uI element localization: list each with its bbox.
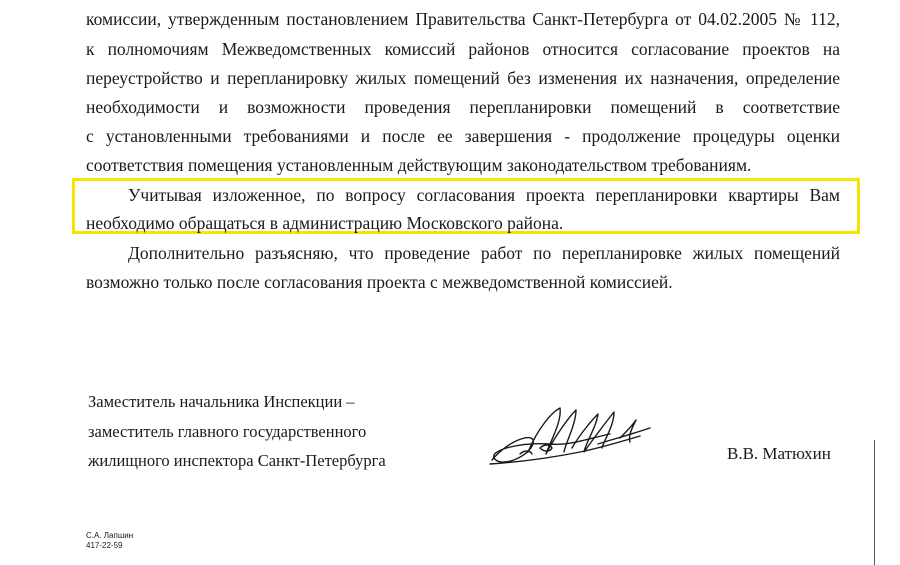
- paragraph-1-line-5: с установленными требованиями и после ее завершения - продолжение процедуры оценки: [86, 126, 840, 146]
- paragraph-3-line-2: возможно только после согласования проекта с межведомственной комиссией.: [86, 272, 673, 292]
- scan-edge-line: [874, 440, 875, 565]
- executor-name: С.А. Лапшин: [86, 531, 134, 540]
- paragraph-3-line-1: Дополнительно разъясняю, что проведение работ по перепланировке жилых помещений: [128, 243, 840, 263]
- paragraph-1-line-2: к полномочиям Межведомственных комиссий районов относится согласование проектов на: [86, 39, 840, 59]
- paragraph-1-line-4: необходимости и возможности проведения перепланировки помещений в соответствие: [86, 97, 840, 117]
- handwritten-signature: [480, 398, 660, 478]
- paragraph-1-line-6: соответствия помещения установленным действующим законодательством требованиям.: [86, 155, 752, 175]
- paragraph-2-line-1: Учитывая изложенное, по вопросу согласования проекта перепланировки квартиры Вам: [128, 185, 840, 205]
- paragraph-1-line-3: переустройство и перепланировку жилых помещений без изменения их назначения, определение: [86, 68, 840, 88]
- signatory-title-line-2: заместитель главного государственного: [88, 422, 367, 441]
- paragraph-1-line-1: комиссии, утвержденным постановлением Правительства Санкт-Петербурга от 04.02.2005 № 112,: [86, 9, 840, 29]
- signatory-title-line-1: Заместитель начальника Инспекции –: [88, 392, 355, 411]
- signatory-title-line-3: жилищного инспектора Санкт-Петербурга: [88, 451, 386, 470]
- signatory-name: В.В. Матюхин: [727, 444, 831, 463]
- paragraph-2-line-2: необходимо обращаться в администрацию Московского района.: [86, 213, 564, 233]
- executor-phone: 417-22-59: [86, 541, 123, 550]
